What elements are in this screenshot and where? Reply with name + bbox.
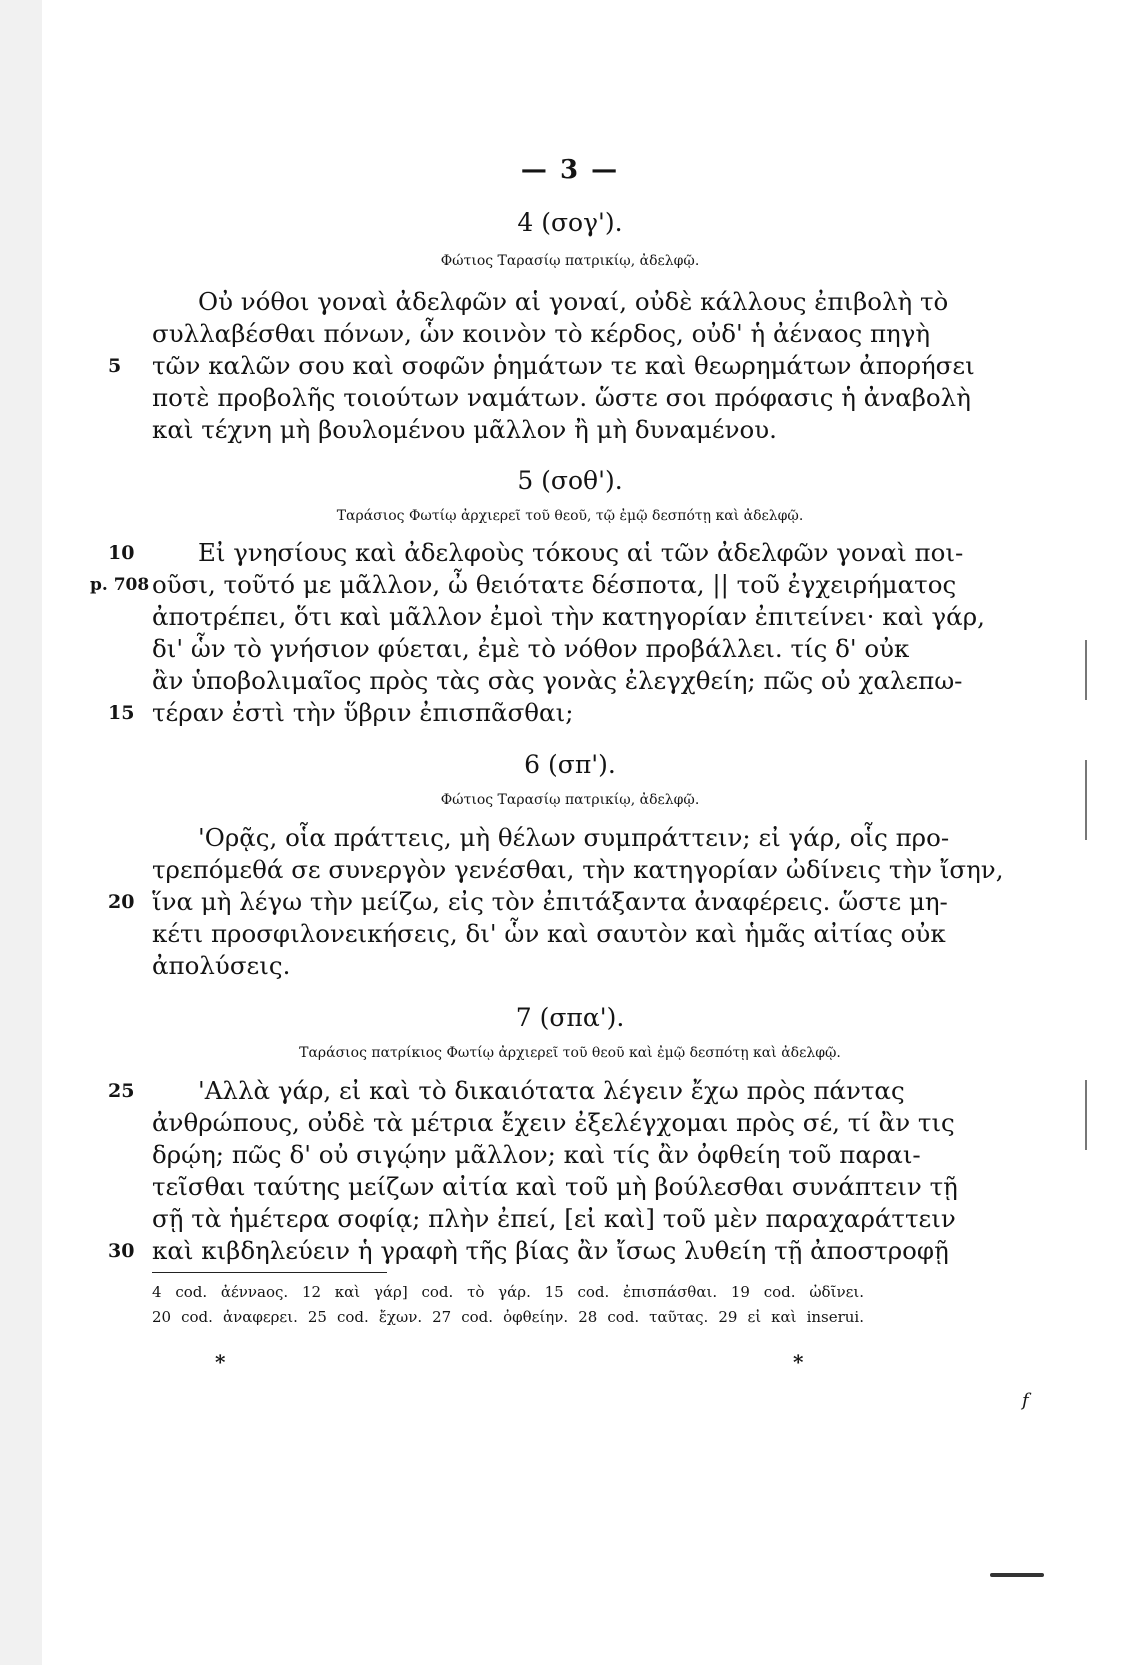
line-number: 10 xyxy=(108,542,135,564)
text-line: 'Ορᾷς, οἷα πράττεις, μὴ θέλων συμπράττειν; εἰ γάρ, οἷς προ- xyxy=(198,823,950,852)
asterisk-mark: * xyxy=(215,1350,226,1374)
footnote-rule xyxy=(152,1272,387,1273)
asterisk-mark: * xyxy=(793,1350,804,1374)
scan-edge-shade xyxy=(0,0,42,1665)
text-line: τέραν ἐστὶ τὴν ὕβριν ἐπισπᾶσθαι; xyxy=(152,698,574,727)
text-line: σῇ τὰ ἡμέτερα σοφίᾳ; πλὴν ἐπεί, [εἰ καὶ] τοῦ μὲν παραχαράττειν xyxy=(152,1204,956,1233)
text-line: δι' ὧν τὸ γνήσιον φύεται, ἐμὲ τὸ νόθον προβάλλει. τίς δ' οὐκ xyxy=(152,634,910,663)
text-line: καὶ κιβδηλεύειν ἡ γραφὴ τῆς βίας ἂν ἴσως λυθείη τῇ ἀποστροφῇ xyxy=(152,1236,949,1265)
letter-address: Ταράσιος Φωτίῳ ἀρχιερεῖ τοῦ θεοῦ, τῷ ἐμῷ δεσπότῃ καὶ ἀδελφῷ. xyxy=(336,508,804,524)
line-number: 25 xyxy=(108,1080,135,1102)
text-line: κέτι προσφιλονεικήσεις, δι' ὧν καὶ σαυτὸν καὶ ἡμᾶς αἰτίας οὐκ xyxy=(152,919,946,948)
line-number: 30 xyxy=(108,1240,135,1262)
margin-reference: p. 708 xyxy=(90,575,150,595)
line-number: 20 xyxy=(108,891,135,913)
text-line: ἂν ὑποβολιμαῖος πρὸς τὰς σὰς γονὰς ἐλεγχθείη; πῶς οὐ χαλεπω- xyxy=(152,666,963,695)
letter-heading: 5 (σοθ'). xyxy=(517,466,623,495)
letter-address: Ταράσιος πατρίκιος Φωτίῳ ἀρχιερεῖ τοῦ θεοῦ καὶ ἐμῷ δεσπότῃ καὶ ἀδελφῷ. xyxy=(299,1045,841,1061)
scan-edge-line xyxy=(1085,1080,1087,1150)
text-line: ἀνθρώπους, οὐδὲ τὰ μέτρια ἔχειν ἐξελέγχομαι πρὸς σέ, τί ἂν τις xyxy=(152,1108,955,1137)
line-number: 15 xyxy=(108,702,135,724)
text-line: τῶν καλῶν σου καὶ σοφῶν ῥημάτων τε καὶ θεωρημάτων ἀπορήσει xyxy=(152,351,975,380)
text-line: ἀποτρέπει, ὅτι καὶ μᾶλλον ἐμοὶ τὴν κατηγορίαν ἐπιτείνει· καὶ γάρ, xyxy=(152,602,985,631)
text-line: Εἰ γνησίους καὶ ἀδελφοὺς τόκους αἱ τῶν ἀδελφῶν γοναὶ ποι- xyxy=(198,538,964,567)
letter-heading: 6 (σπ'). xyxy=(524,750,616,779)
scan-edge-line xyxy=(1085,760,1087,840)
footnote-line: 20 cod. ἀναφερει. 25 cod. ἔχων. 27 cod. ὀφθείην. 28 cod. ταῦτας. 29 εἰ καὶ inserui. xyxy=(152,1308,864,1326)
text-line: δρῴη; πῶς δ' οὐ σιγῴην μᾶλλον; καὶ τίς ἂν ὀφθείη τοῦ παραι- xyxy=(152,1140,921,1169)
text-line: καὶ τέχνη μὴ βουλομένου μᾶλλον ἢ μὴ δυναμένου. xyxy=(152,415,777,444)
text-line: ποτὲ προβολῆς τοιούτων ναμάτων. ὥστε σοι πρόφασις ἡ ἀναβολὴ xyxy=(152,383,971,412)
text-line: 'Αλλὰ γάρ, εἰ καὶ τὸ δικαιότατα λέγειν ἔχω πρὸς πάντας xyxy=(198,1076,905,1105)
letter-address: Φώτιος Ταρασίῳ πατρικίῳ, ἀδελφῷ. xyxy=(440,792,700,808)
text-line: τρεπόμεθά σε συνεργὸν γενέσθαι, τὴν κατηγορίαν ὠδίνεις τὴν ἴσην, xyxy=(152,855,1004,884)
letter-address: Φώτιος Ταρασίῳ πατρικίῳ, ἀδελφῷ. xyxy=(440,253,700,269)
scan-edge-line xyxy=(1085,640,1087,700)
letter-heading: 7 (σπα'). xyxy=(515,1003,625,1032)
text-line: ἀπολύσεις. xyxy=(152,951,291,980)
footnote-line: 4 cod. ἀέννaος. 12 καὶ γάρ] cod. τὸ γάρ. 15 cod. ἐπισπάσθαι. 19 cod. ὠδῖνει. xyxy=(152,1283,864,1301)
text-line: Οὐ νόθοι γοναὶ ἀδελφῶν αἱ γοναί, οὐδὲ κάλλους ἐπιβολὴ τὸ xyxy=(198,287,949,316)
text-line: ἵνα μὴ λέγω τὴν μείζω, εἰς τὸν ἐπιτάξαντα ἀναφέρεις. ὥστε μη- xyxy=(152,887,948,916)
margin-pencil-mark: f xyxy=(1022,1390,1029,1411)
line-number: 5 xyxy=(108,355,122,377)
letter-heading: 4 (σογ'). xyxy=(517,208,623,237)
text-line: οῦσι, τοῦτό με μᾶλλον, ὦ θειότατε δέσποτα, || τοῦ ἐγχειρήματος xyxy=(152,570,957,599)
scan-dash-mark xyxy=(990,1573,1044,1577)
text-line: συλλαβέσθαι πόνων, ὧν κοινὸν τὸ κέρδος, οὐδ' ἡ ἀέναος πηγὴ xyxy=(152,319,931,348)
text-line: τεῖσθαι ταύτης μείζων αἰτία καὶ τοῦ μὴ βούλεσθαι συνάπτειν τῇ xyxy=(152,1172,958,1201)
page-number: — 3 — xyxy=(520,155,620,185)
